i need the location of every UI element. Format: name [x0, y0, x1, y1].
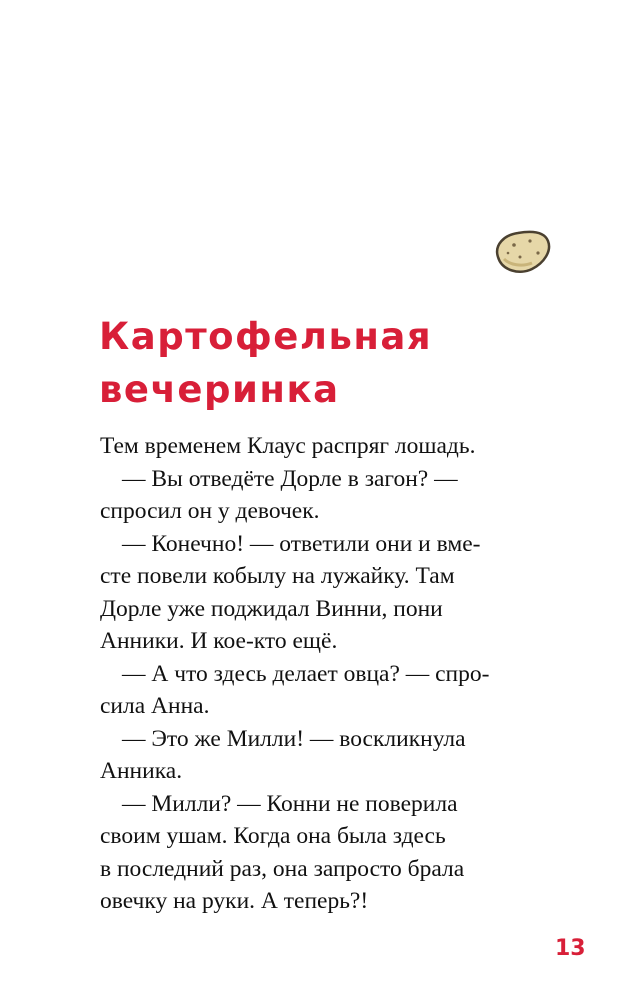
text-line: Анника.: [100, 758, 183, 784]
text-line: — Это же Милли! — воскликнула: [122, 725, 466, 752]
text-line: — Конечно! — ответили они и вме-: [122, 530, 481, 557]
text-line: Тем временем Клаус распряг лошадь.: [100, 433, 476, 459]
text-line: — Вы отведёте Дорле в загон? —: [122, 465, 458, 492]
text-line: — Милли? — Конни не поверила: [122, 790, 458, 817]
chapter-title: [99, 310, 432, 416]
body-text: [100, 430, 540, 918]
text-line: Анники. И кое-кто ещё.: [100, 628, 338, 654]
text-line: спросил он у девочек.: [100, 498, 320, 524]
text-line: сте повели кобылу на лужайку. Там: [100, 563, 455, 589]
chapter-title-line: Картофельная: [99, 315, 433, 358]
text-line: — А что здесь делает овца? — спро-: [122, 660, 490, 687]
text-line: Дорле уже поджидал Винни, пони: [100, 595, 443, 622]
text-line: в последний раз, она запросто брала: [100, 855, 465, 882]
page-number: 13: [555, 936, 586, 961]
chapter-title-line: вечеринка: [99, 368, 340, 411]
text-line: сила Анна.: [100, 693, 210, 719]
potato-icon: [492, 225, 552, 277]
text-line: своим ушам. Когда она была здесь: [100, 823, 446, 849]
text-line: овечку на руки. А теперь?!: [100, 888, 369, 914]
